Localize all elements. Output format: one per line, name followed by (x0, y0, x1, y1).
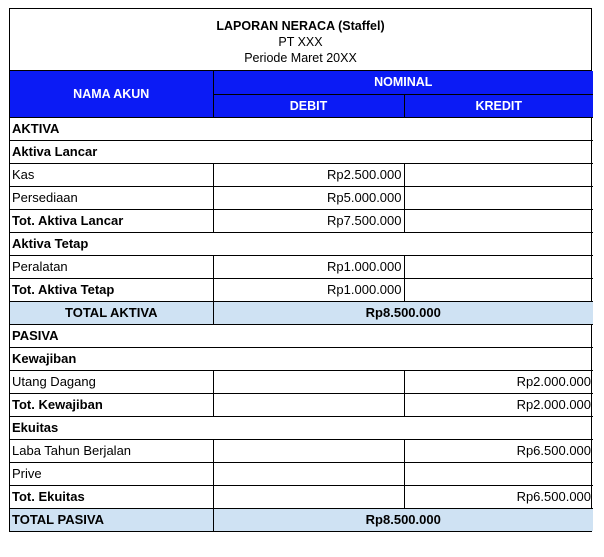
table-row (10, 140, 593, 163)
subsection-heading: Kewajiban (10, 347, 593, 370)
row-label: Laba Tahun Berjalan (10, 439, 213, 462)
column-header-debit: DEBIT (213, 94, 404, 117)
row-label: Persediaan (10, 186, 213, 209)
row-debit: Rp5.000.000 (213, 186, 404, 209)
table-row (10, 347, 593, 370)
balance-sheet (9, 8, 592, 532)
section-heading: AKTIVA (10, 117, 593, 140)
table-row (10, 301, 593, 324)
row-debit: Rp1.000.000 (213, 278, 404, 301)
row-label: Tot. Kewajiban (10, 393, 213, 416)
row-debit (213, 370, 404, 393)
row-label: Utang Dagang (10, 370, 213, 393)
table-row (10, 278, 593, 301)
row-credit (404, 462, 593, 485)
report-title: LAPORAN NERACA (Staffel) (216, 19, 385, 33)
row-label: Peralatan (10, 255, 213, 278)
table-row (10, 439, 593, 462)
row-credit: Rp6.500.000 (404, 485, 593, 508)
row-credit: Rp2.000.000 (404, 393, 593, 416)
table-row (10, 186, 593, 209)
subsection-heading: Ekuitas (10, 416, 593, 439)
table-row (10, 232, 593, 255)
row-credit (404, 186, 593, 209)
row-credit: Rp6.500.000 (404, 439, 593, 462)
row-credit (404, 209, 593, 232)
row-debit (213, 462, 404, 485)
table-row (10, 163, 593, 186)
subsection-heading: Aktiva Tetap (10, 232, 593, 255)
row-debit: Rp1.000.000 (213, 255, 404, 278)
row-credit (404, 255, 593, 278)
row-debit (213, 393, 404, 416)
row-debit (213, 485, 404, 508)
table-row (10, 393, 593, 416)
row-credit (404, 278, 593, 301)
row-total-value: Rp8.500.000 (213, 508, 593, 531)
row-label: Prive (10, 462, 213, 485)
table-row (10, 462, 593, 485)
row-label: Tot. Aktiva Lancar (10, 209, 213, 232)
section-heading: PASIVA (10, 324, 593, 347)
row-debit (213, 439, 404, 462)
table-row (10, 508, 593, 531)
table-row (10, 255, 593, 278)
table-row (10, 416, 593, 439)
table-row (10, 370, 593, 393)
row-debit: Rp7.500.000 (213, 209, 404, 232)
row-label: TOTAL PASIVA (10, 508, 213, 531)
column-header-account: NAMA AKUN (10, 71, 213, 117)
table-row (10, 209, 593, 232)
row-credit: Rp2.000.000 (404, 370, 593, 393)
column-header-credit: KREDIT (404, 94, 593, 117)
report-period: Periode Maret 20XX (244, 51, 357, 65)
column-header-nominal: NOMINAL (213, 71, 593, 94)
company-name: PT XXX (278, 35, 323, 49)
row-label: TOTAL AKTIVA (10, 301, 213, 324)
row-credit (404, 163, 593, 186)
row-label: Tot. Ekuitas (10, 485, 213, 508)
balance-table (10, 71, 593, 531)
row-label: Tot. Aktiva Tetap (10, 278, 213, 301)
table-row (10, 324, 593, 347)
subsection-heading: Aktiva Lancar (10, 140, 593, 163)
table-row (10, 485, 593, 508)
report-title-block (10, 9, 591, 71)
table-body (10, 117, 593, 531)
row-debit: Rp2.500.000 (213, 163, 404, 186)
table-row (10, 117, 593, 140)
row-label: Kas (10, 163, 213, 186)
row-total-value: Rp8.500.000 (213, 301, 593, 324)
